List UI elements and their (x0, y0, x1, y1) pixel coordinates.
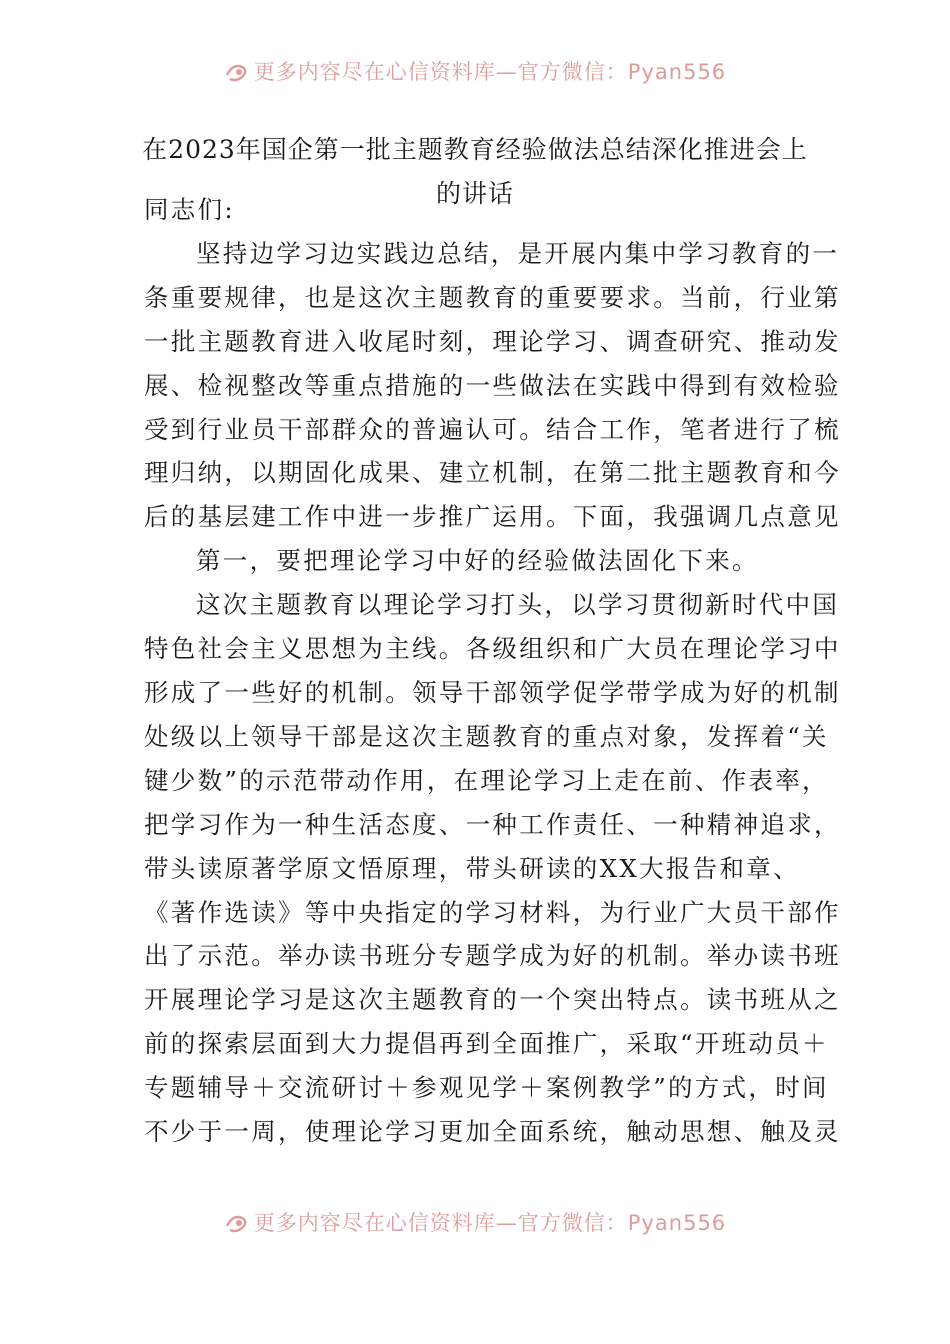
body-line: 前的探索层面到大力提倡再到全面推广，采取“开班动员＋ (144, 1029, 829, 1059)
body-line: 键少数”的示范带动作用，在理论学习上走在前、作表率， (144, 765, 829, 795)
body-line: 《著作选读》等中央指定的学习材料，为行业广大员干部作 (144, 897, 841, 927)
body-line: 带头读原著学原文悟原理，带头研读的XX大报告和章、 (144, 853, 800, 883)
watermark-logo-icon (224, 61, 250, 83)
greeting: 同志们: (144, 195, 235, 224)
body-line: 受到行业员干部群众的普遍认可。结合工作，笔者进行了梳 (144, 414, 841, 444)
section-heading: 第一，要把理论学习中好的经验做法固化下来。 (196, 546, 759, 576)
body-line: 这次主题教育以理论学习打头，以学习贯彻新时代中国 (196, 590, 840, 620)
body-line: 把学习作为一种生活态度、一种工作责任、一种精神追求， (144, 809, 841, 839)
body-line: 开展理论学习是这次主题教育的一个突出特点。读书班从之 (144, 985, 841, 1015)
body-line: 一批主题教育进入收尾时刻，理论学习、调查研究、推动发 (144, 326, 841, 356)
title-line-2: 的讲话 (435, 179, 514, 208)
body-line: 坚持边学习边实践边总结，是开展内集中学习教育的一 (196, 238, 840, 268)
body-line: 后的基层建工作中进一步推广运用。下面，我强调几点意见 (144, 502, 841, 532)
body-line: 特色社会主义思想为主线。各级组织和广大员在理论学习中 (144, 634, 841, 664)
body-line: 条重要规律，也是这次主题教育的重要要求。当前，行业第 (144, 282, 841, 312)
body-line: 展、检视整改等重点措施的一些做法在实践中得到有效检验 (144, 370, 841, 400)
body-line: 不少于一周，使理论学习更加全面系统，触动思想、触及灵 (144, 1117, 841, 1147)
watermark-text: 更多内容尽在心信资料库—官方微信：Pyan556 (253, 1211, 727, 1235)
body-line: 出了示范。举办读书班分专题学成为好的机制。举办读书班 (144, 941, 841, 971)
document-body (144, 188, 841, 1154)
watermark-footer (0, 1207, 950, 1237)
watermark-logo-icon (224, 1212, 250, 1234)
body-line: 专题辅导＋交流研讨＋参观见学＋案例教学”的方式，时间 (144, 1073, 829, 1103)
title-line-1: 在2023年国企第一批主题教育经验做法总结深化推进会上 (142, 135, 808, 164)
watermark-header (0, 56, 950, 86)
body-line: 形成了一些好的机制。领导干部领学促学带学成为好的机制 (144, 677, 841, 707)
body-line: 理归纳，以期固化成果、建立机制，在第二批主题教育和今 (144, 458, 841, 488)
body-line: 处级以上领导干部是这次主题教育的重点对象，发挥着“关 (144, 721, 829, 751)
watermark-text: 更多内容尽在心信资料库—官方微信：Pyan556 (253, 60, 727, 84)
